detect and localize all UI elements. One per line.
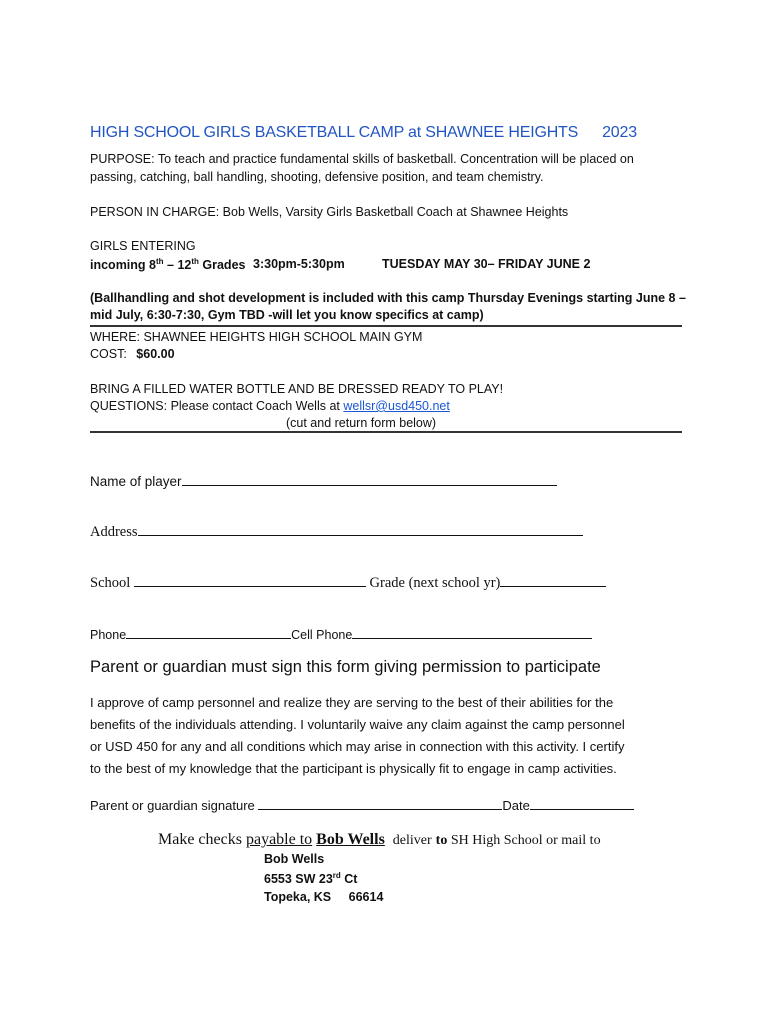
camp-time: 3:30pm-5:30pm (253, 257, 345, 271)
checks-name: Bob Wells (316, 831, 385, 848)
divider-top (90, 325, 682, 327)
school-field[interactable] (90, 573, 606, 592)
phone-label: Phone (90, 628, 127, 642)
cost-line (90, 347, 175, 361)
waiver-line-3: or USD 450 for any and all conditions which may arise in connection with this activity. I certify (90, 739, 625, 754)
date-label: Date (502, 798, 530, 813)
checks-line (158, 831, 601, 849)
grades-mid: – 12 (163, 258, 192, 273)
title-year: 2023 (602, 124, 637, 141)
cell-label: Cell Phone (291, 628, 353, 642)
grades-prefix: incoming 8 (90, 258, 156, 273)
school-blank[interactable] (134, 573, 366, 587)
checks-to: to (435, 833, 448, 848)
signature-field[interactable] (90, 796, 634, 813)
grade-label: Grade (next school yr) (369, 575, 501, 591)
checks-deliver: deliver (392, 833, 432, 848)
bring-text: BRING A FILLED WATER BOTTLE AND BE DRESSED READY TO PLAY! (90, 382, 504, 396)
address-label: Address (90, 524, 138, 540)
mail-zip: 66614 (348, 890, 384, 904)
phone-field[interactable] (90, 625, 592, 642)
name-label: Name of player (90, 474, 182, 489)
questions-label: QUESTIONS: Please contact Coach Wells at (90, 399, 340, 413)
purpose-line-1: PURPOSE: To teach and practice fundamental skills of basketball. Concentration will be placed on (90, 152, 634, 166)
phone-blank[interactable] (126, 625, 291, 639)
title-text: HIGH SCHOOL GIRLS BASKETBALL CAMP at SHAWNEE HEIGHTS (90, 124, 579, 141)
email-link[interactable]: wellsr@usd450.net (343, 399, 450, 413)
note-line-1: (Ballhandling and shot development is included with this camp Thursday Evenings starting June 8 – (90, 291, 686, 305)
person-in-charge: PERSON IN CHARGE: Bob Wells, Varsity Girls Basketball Coach at Shawnee Heights (90, 205, 569, 219)
signature-blank[interactable] (258, 796, 502, 810)
mail-city: Topeka, KS (264, 890, 332, 904)
mail-street-suffix: Ct (340, 872, 358, 887)
girls-entering-label: GIRLS ENTERING (90, 239, 196, 253)
waiver-line-1: I approve of camp personnel and realize they are serving to the best of their abilities for the (90, 695, 614, 710)
checks-rest: SH High School or mail to (447, 833, 601, 848)
checks-prefix: Make checks (158, 831, 246, 848)
note-line-2: mid July, 6:30-7:30, Gym TBD -will let you know specifics at camp) (90, 308, 484, 322)
signature-label: Parent or guardian signature (90, 798, 255, 813)
guardian-heading: Parent or guardian must sign this form giving permission to participate (90, 658, 601, 676)
grades-suffix: Grades (198, 258, 246, 273)
cut-note: (cut and return form below) (286, 416, 437, 430)
purpose-line-2: passing, catching, ball handling, shooting, defensive position, and team chemistry. (90, 170, 544, 184)
page-title (90, 124, 637, 142)
date-blank[interactable] (530, 796, 634, 810)
address-blank[interactable] (138, 522, 583, 536)
grades-sup-1: th (155, 257, 164, 266)
address-field[interactable] (90, 522, 583, 541)
cost-label: COST: (90, 347, 127, 361)
questions-line (90, 399, 450, 413)
camp-dates: TUESDAY MAY 30– FRIDAY JUNE 2 (382, 257, 591, 271)
where-text: WHERE: SHAWNEE HEIGHTS HIGH SCHOOL MAIN GYM (90, 330, 423, 344)
name-field[interactable] (90, 472, 557, 489)
grades-sup-2: th (191, 257, 199, 266)
school-label: School (90, 575, 131, 591)
mail-name: Bob Wells (264, 852, 325, 866)
mail-street-prefix: 6553 SW 23 (264, 872, 333, 887)
mail-street (264, 871, 357, 886)
checks-payable: payable to (245, 831, 313, 848)
grade-blank[interactable] (500, 573, 606, 587)
mail-street-sup: rd (332, 871, 341, 880)
cell-blank[interactable] (352, 625, 592, 639)
cost-value: $60.00 (136, 347, 175, 361)
mail-city-line (264, 890, 383, 904)
waiver-line-2: benefits of the individuals attending. I voluntarily waive any claim against the camp personnel (90, 717, 625, 732)
waiver-line-4: to the best of my knowledge that the participant is physically fit to engage in camp activities. (90, 761, 617, 776)
cut-line (90, 431, 682, 433)
grades-line (90, 257, 245, 272)
name-blank[interactable] (182, 472, 557, 486)
